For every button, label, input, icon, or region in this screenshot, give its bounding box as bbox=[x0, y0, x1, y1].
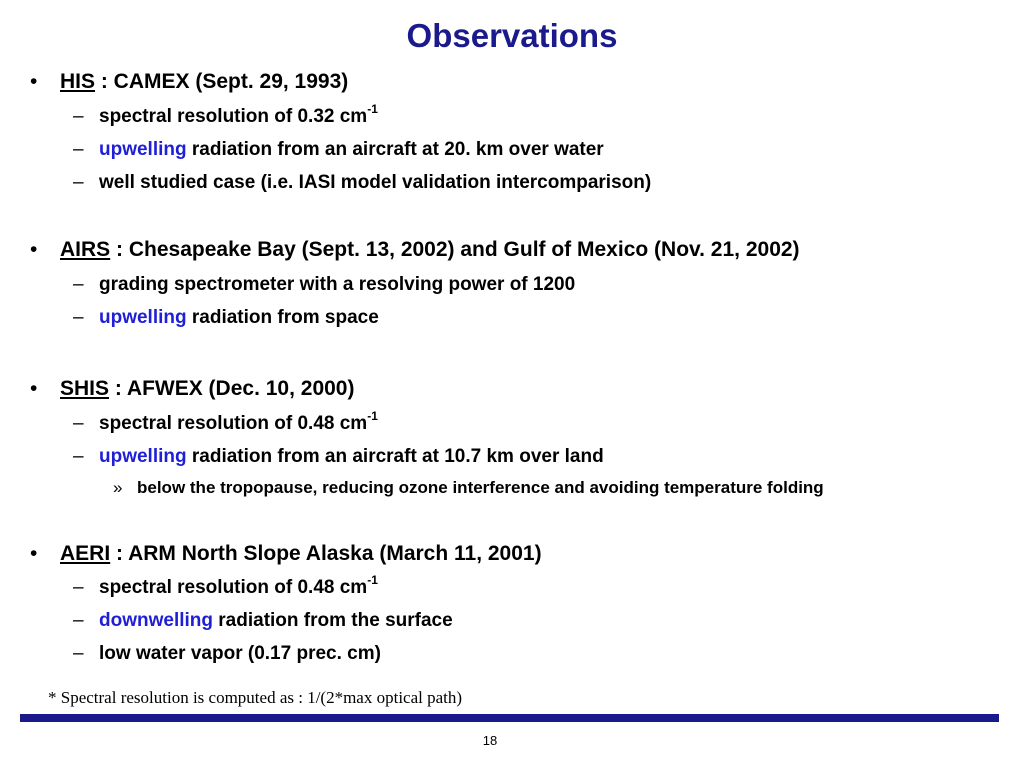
sub-item-text: radiation from an aircraft at 10.7 km over land bbox=[186, 446, 604, 467]
footer-rule bbox=[20, 714, 999, 722]
bullet-marker: • bbox=[30, 377, 38, 400]
sub-item bbox=[73, 446, 604, 468]
dash-marker: – bbox=[73, 446, 84, 467]
bullet-shis bbox=[30, 377, 355, 401]
bullet-marker: • bbox=[30, 238, 38, 261]
sub-item bbox=[73, 102, 378, 128]
sub-item bbox=[73, 139, 604, 161]
dash-marker: – bbox=[73, 139, 84, 160]
sub-item-text: spectral resolution of 0.48 cm bbox=[99, 577, 368, 598]
page-number: 18 bbox=[482, 733, 498, 748]
sub-item bbox=[73, 573, 378, 599]
sub-sub-item-text: below the tropopause, reducing ozone interference and avoiding temperature folding bbox=[137, 478, 824, 497]
heading-his: : CAMEX (Sept. 29, 1993) bbox=[95, 70, 349, 93]
sub-item-text: spectral resolution of 0.48 cm bbox=[99, 413, 368, 434]
highlight-term: upwelling bbox=[99, 307, 187, 328]
dash-marker: – bbox=[73, 577, 84, 598]
superscript: -1 bbox=[367, 409, 378, 423]
highlight-term: downwelling bbox=[99, 610, 213, 631]
sub-item bbox=[73, 274, 576, 296]
acronym-his: HIS bbox=[60, 70, 96, 93]
sub-sub-item bbox=[113, 478, 824, 498]
acronym-shis: SHIS bbox=[60, 377, 110, 400]
bullet-airs bbox=[30, 238, 800, 262]
heading-airs: : Chesapeake Bay (Sept. 13, 2002) and Gulf of Mexico (Nov. 21, 2002) bbox=[110, 238, 800, 261]
slide-title: Observations bbox=[406, 17, 618, 54]
superscript: -1 bbox=[367, 573, 378, 587]
chevron-marker: » bbox=[113, 478, 123, 497]
sub-item-text: radiation from space bbox=[186, 307, 379, 328]
highlight-term: upwelling bbox=[99, 446, 187, 467]
sub-item-text: spectral resolution of 0.32 cm bbox=[99, 106, 368, 127]
sub-item-text: radiation from the surface bbox=[213, 610, 453, 631]
dash-marker: – bbox=[73, 274, 84, 295]
dash-marker: – bbox=[73, 610, 84, 631]
bullet-his bbox=[30, 70, 349, 94]
acronym-aeri: AERI bbox=[60, 542, 111, 565]
sub-item bbox=[73, 610, 453, 632]
heading-aeri: : ARM North Slope Alaska (March 11, 2001) bbox=[110, 542, 542, 565]
footnote: * Spectral resolution is computed as : 1/(2*max optical path) bbox=[48, 688, 463, 707]
dash-marker: – bbox=[73, 307, 84, 328]
sub-item-text: low water vapor (0.17 prec. cm) bbox=[99, 643, 381, 664]
acronym-airs: AIRS bbox=[60, 238, 111, 261]
dash-marker: – bbox=[73, 643, 84, 664]
sub-item bbox=[73, 172, 652, 194]
heading-shis: : AFWEX (Dec. 10, 2000) bbox=[109, 377, 355, 400]
superscript: -1 bbox=[367, 102, 378, 116]
highlight-term: upwelling bbox=[99, 139, 187, 160]
sub-item bbox=[73, 409, 378, 435]
bullet-marker: • bbox=[30, 542, 38, 565]
sub-item-text: well studied case (i.e. IASI model validation intercomparison) bbox=[99, 172, 652, 193]
bullet-aeri bbox=[30, 542, 542, 566]
dash-marker: – bbox=[73, 413, 84, 434]
sub-item bbox=[73, 643, 381, 665]
bullet-marker: • bbox=[30, 70, 38, 93]
dash-marker: – bbox=[73, 172, 84, 193]
dash-marker: – bbox=[73, 106, 84, 127]
sub-item-text: radiation from an aircraft at 20. km over water bbox=[186, 139, 604, 160]
sub-item-text: grading spectrometer with a resolving power of 1200 bbox=[99, 274, 576, 295]
sub-item bbox=[73, 307, 379, 329]
